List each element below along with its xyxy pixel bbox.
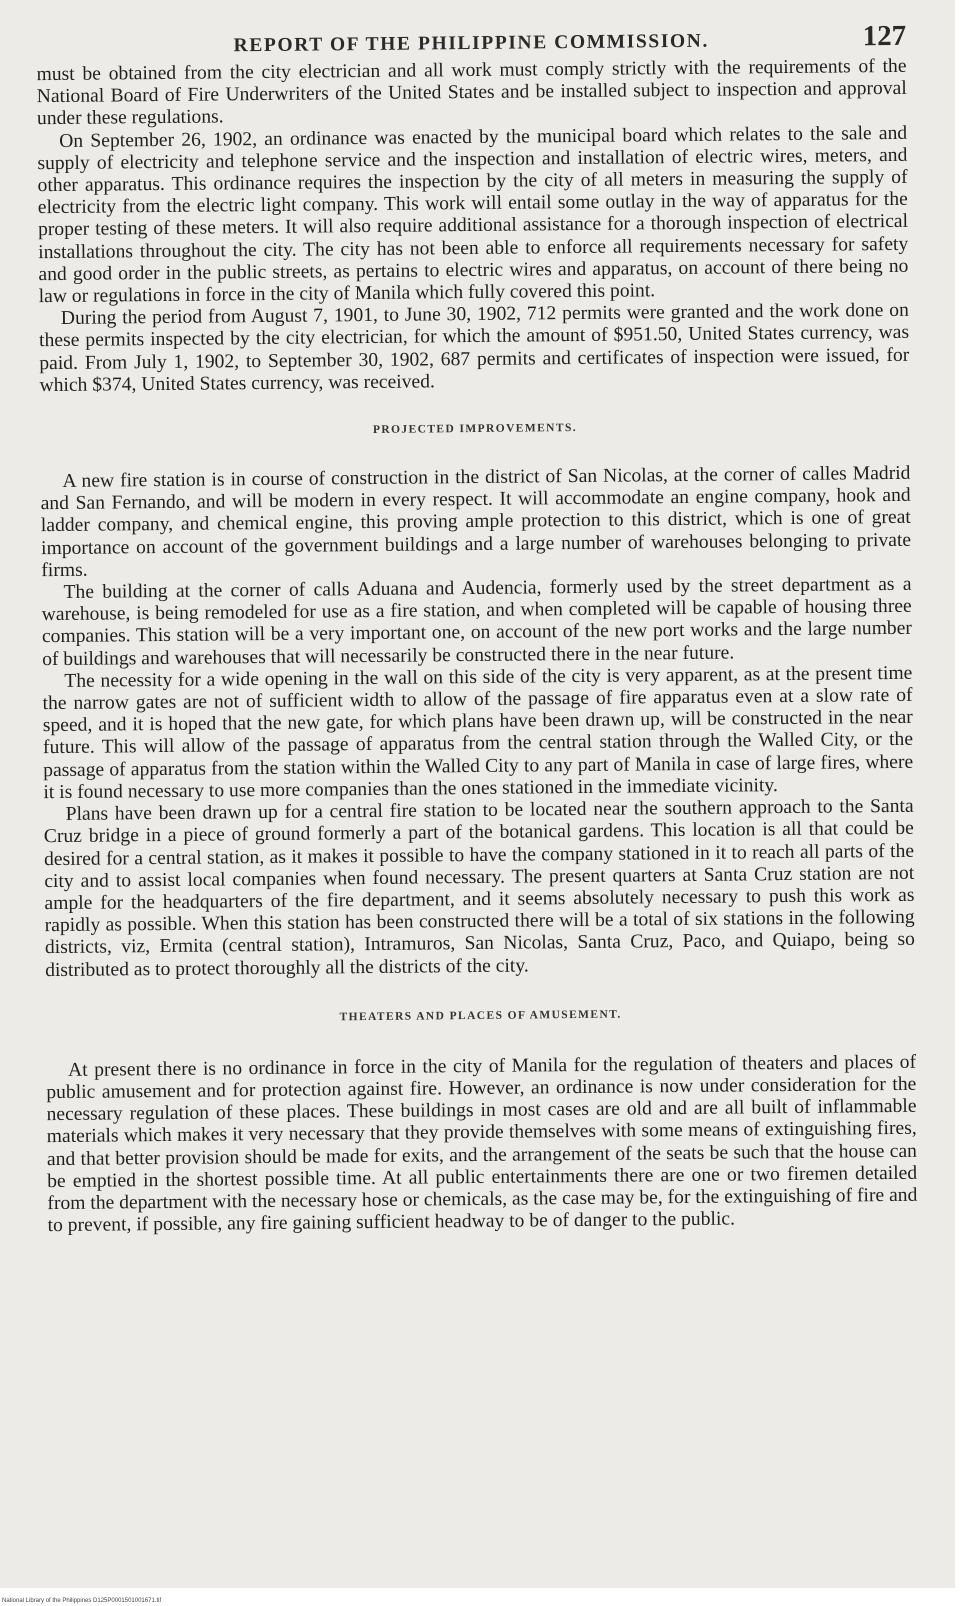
paragraph-san-nicolas-station: A new fire station is in course of construction in the district of San Nicolas, at the corner of calles Madrid and San Fernando, and will be modern in every respect. It will accommodate an engine company, hook and ladder company, and chemical engine, this proving ample protection to this district, which is one of great importance on account of the government buildings and a large number of warehouses belonging to private firms. [40,462,912,582]
scan-footer: National Library of the Philippines D125P0001501001671.tif [2,1598,162,1604]
page-content [36,12,918,1238]
paragraph-theaters: At present there is no ordinance in force in the city of Manila for the regulation of theaters and places of public amusement and for protection against fire. However, an ordinance is now under consideration for the necessary regulation of these places. These buildings in most cases are old and are all built of inflammable materials which makes it very necessary that they provide themselves with some means of extinguishing fires, and that better provision should be made for exits, and the arrangement of the seats be such that the house can be emptied in the shortest possible time. At all public entertainments there are one or two firemen detailed from the department with the necessary hose or chemicals, as the case may be, for the extinguishing of fire and to prevent, if possible, any fire gaining sufficient headway to be of danger to the public. [46,1051,918,1237]
paragraph-continued: must be obtained from the city electrician and all work must comply strictly with the requirements of the National Board of Fire Underwriters of the United States and be installed subject to inspection and approval under these regulations. [36,55,907,130]
running-head [36,12,906,64]
paragraph-permits: During the period from August 7, 1901, to June 30, 1902, 712 permits were granted and the work done on these permits inspected by the city electrician, for which the amount of $951.50, United States currency, was paid. From July 1, 1902, to September 30, 1902, 687 permits and certificates of inspection were issued, for which $374, United States currency, was received. [38,300,910,397]
page-number: 127 [862,19,907,53]
paragraph-aduana-building: The building at the corner of calls Aduana and Audencia, formerly used by the street department as a warehouse, is being remodeled for use as a fire station, and when completed will be capable of housing three companies. This station will be a very important one, on account of the new port works and the large number of buildings and warehouses that will necessarily be constructed there in the near future. [41,573,913,670]
paragraph-ordinance: On September 26, 1902, an ordinance was enacted by the municipal board which relates to the sale and supply of electricity and telephone service and the inspection and installation of electric wires, meters, and other apparatus. This ordinance requires the inspection by the city of all meters in measuring the supply of electricity from the electric light company. This work will entail some outlay in the way of apparatus for the proper testing of these meters. It will also require additional assistance for a thorough inspection of electrical installations throughout the city. The city has not been able to enforce all requirements necessary for safety and good order in the public streets, as pertains to electric wires and apparatus, on account of there being no law or regulations in force in the city of Manila which fully covered this point. [37,122,909,308]
running-title: REPORT OF THE PHILIPPINE COMMISSION. [233,30,710,57]
paragraph-central-station: Plans have been drawn up for a central fire station to be located near the southern approach to the Santa Cruz bridge in a piece of ground formerly a part of the botanical gardens. This location is all that could be desired for a central station, as it makes it possible to have the company stationed in it to reach all parts of the city and to assist local companies when found necessary. The present quarters at Santa Cruz station are not ample for the headquarters of the fire department, and it seems absolutely necessary to push this work as rapidly as possible. When this station has been constructed there will be a total of six stations in the following districts, viz, Ermita (central station), Intramuros, San Nicolas, Santa Cruz, Paco, and Quiapo, being so distributed as to protect thoroughly all the districts of the city. [43,795,915,981]
paragraph-wall-opening: The necessity for a wide opening in the wall on this side of the city is very apparent, as at the present time the narrow gates are not of sufficient width to allow of the passage of fire apparatus even at a slow rate of speed, and it is hoped that the new gate, for which plans have been drawn up, will be constructed in the near future. This will allow of the passage of apparatus from the central station through the Walled City, or the passage of apparatus from the station within the Walled City to any part of Manila in case of large fires, where it is found necessary to use more companies than the ones stationed in the immediate vicinity. [42,662,914,804]
section-heading-theaters: THEATERS AND PLACES OF AMUSEMENT. [339,1008,622,1024]
section-heading-projected-improvements: PROJECTED IMPROVEMENTS. [372,422,578,437]
